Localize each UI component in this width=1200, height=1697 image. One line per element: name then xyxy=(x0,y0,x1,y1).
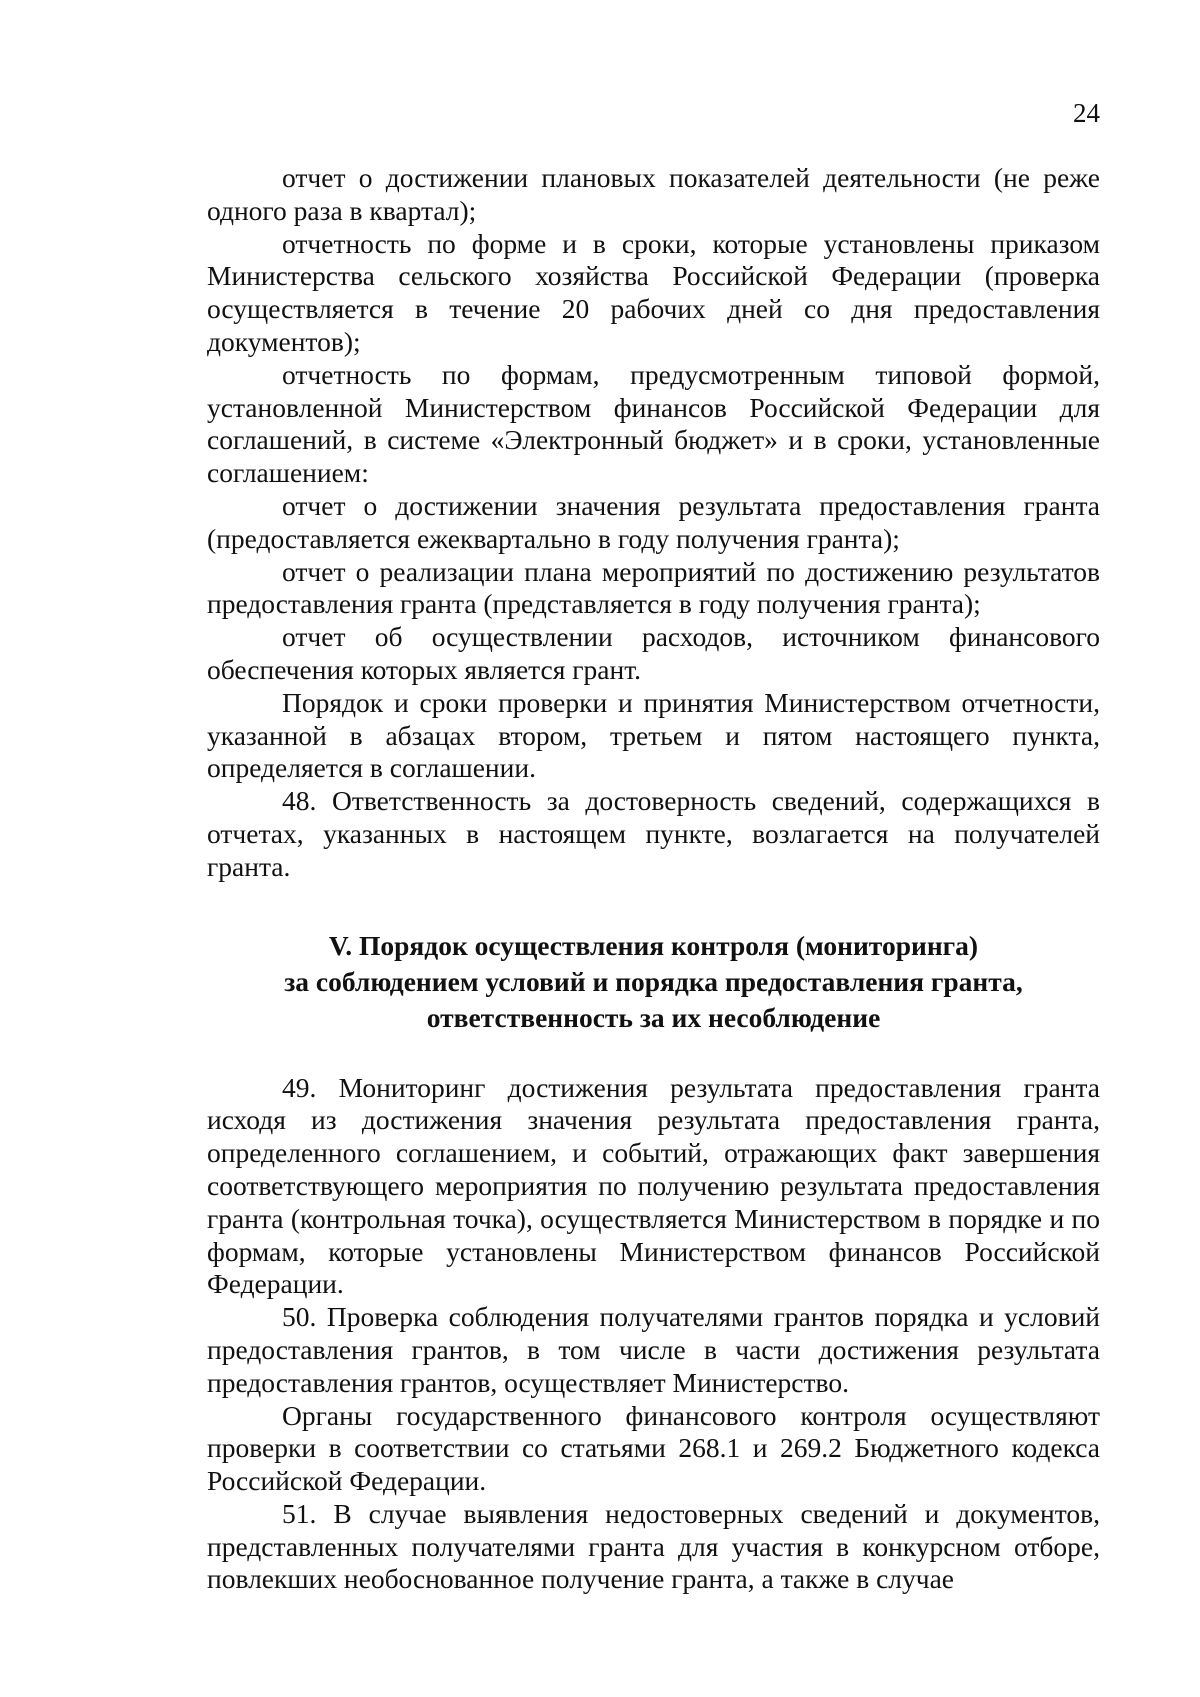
document-body xyxy=(207,162,1100,1596)
paragraph-report-plan-indicators: отчет о достижении плановых показателей деятельности (не реже одного раза в квартал); xyxy=(207,162,1100,226)
paragraph-reporting-ministry-agriculture: отчетность по форме и в сроки, которые установлены приказом Министерства сельского хозяйства Российской Федерации (проверка осуществляется в течение 20 рабочих дней со дня предоставления документов); xyxy=(207,227,1100,357)
paragraph-item-49: 49. Мониторинг достижения результата предоставления гранта исходя из достижения значения результата предоставления гранта, определенного соглашением, и событий, отражающих факт завершения соответствующего мероприятия по получению результата предоставления гранта (контрольная точка), осуществляется Министерством в порядке и по формам, которые установлены Министерством финансов Российской Федерации. xyxy=(207,1071,1100,1300)
section-heading xyxy=(207,928,1100,1036)
paragraph-report-expenses: отчет об осуществлении расходов, источником финансового обеспечения которых является грант. xyxy=(207,621,1100,685)
paragraph-report-result-value: отчет о достижении значения результата предоставления гранта (предоставляется ежеквартально в году получения гранта); xyxy=(207,489,1100,554)
paragraph-item-48: 48. Ответственность за достоверность сведений, содержащихся в отчетах, указанных в настоящем пункте, возлагается на получателей гранта. xyxy=(207,785,1100,882)
paragraph-financial-control-bodies: Органы государственного финансового контроля осуществляют проверки в соответствии со статьями 268.1 и 269.2 Бюджетного кодекса Российской Федерации. xyxy=(207,1399,1100,1497)
paragraph-reporting-typical-form: отчетность по формам, предусмотренным типовой формой, установленной Министерством финансов Российской Федерации для соглашений, в системе «Электронный бюджет» и в сроки, установленные соглашением: xyxy=(207,358,1100,489)
paragraph-report-action-plan: отчет о реализации плана мероприятий по достижению результатов предоставления гранта (представляется в году получения гранта); xyxy=(207,555,1100,620)
page-number: 24 xyxy=(1073,98,1100,128)
section-heading-line-1: V. Порядок осуществления контроля (мониторинга) xyxy=(328,929,979,961)
paragraph-item-50: 50. Проверка соблюдения получателями грантов порядка и условий предоставления грантов, в том числе в части достижения результата предоставления грантов, осуществляет Министерство. xyxy=(207,1301,1100,1398)
section-heading-line-3: ответственность за их несоблюдение xyxy=(426,1001,881,1033)
paragraph-item-51: 51. В случае выявления недостоверных сведений и документов, представленных получателями гранта для участия в конкурсном отборе, повлекших необоснованное получение гранта, а также в случае xyxy=(207,1497,1100,1595)
section-heading-line-2: за соблюдением условий и порядка предоставления гранта, xyxy=(284,965,1023,997)
paragraph-verification-procedure: Порядок и сроки проверки и принятия Министерством отчетности, указанной в абзацах втором, третьем и пятом настоящего пункта, определяется в соглашении. xyxy=(207,686,1100,784)
